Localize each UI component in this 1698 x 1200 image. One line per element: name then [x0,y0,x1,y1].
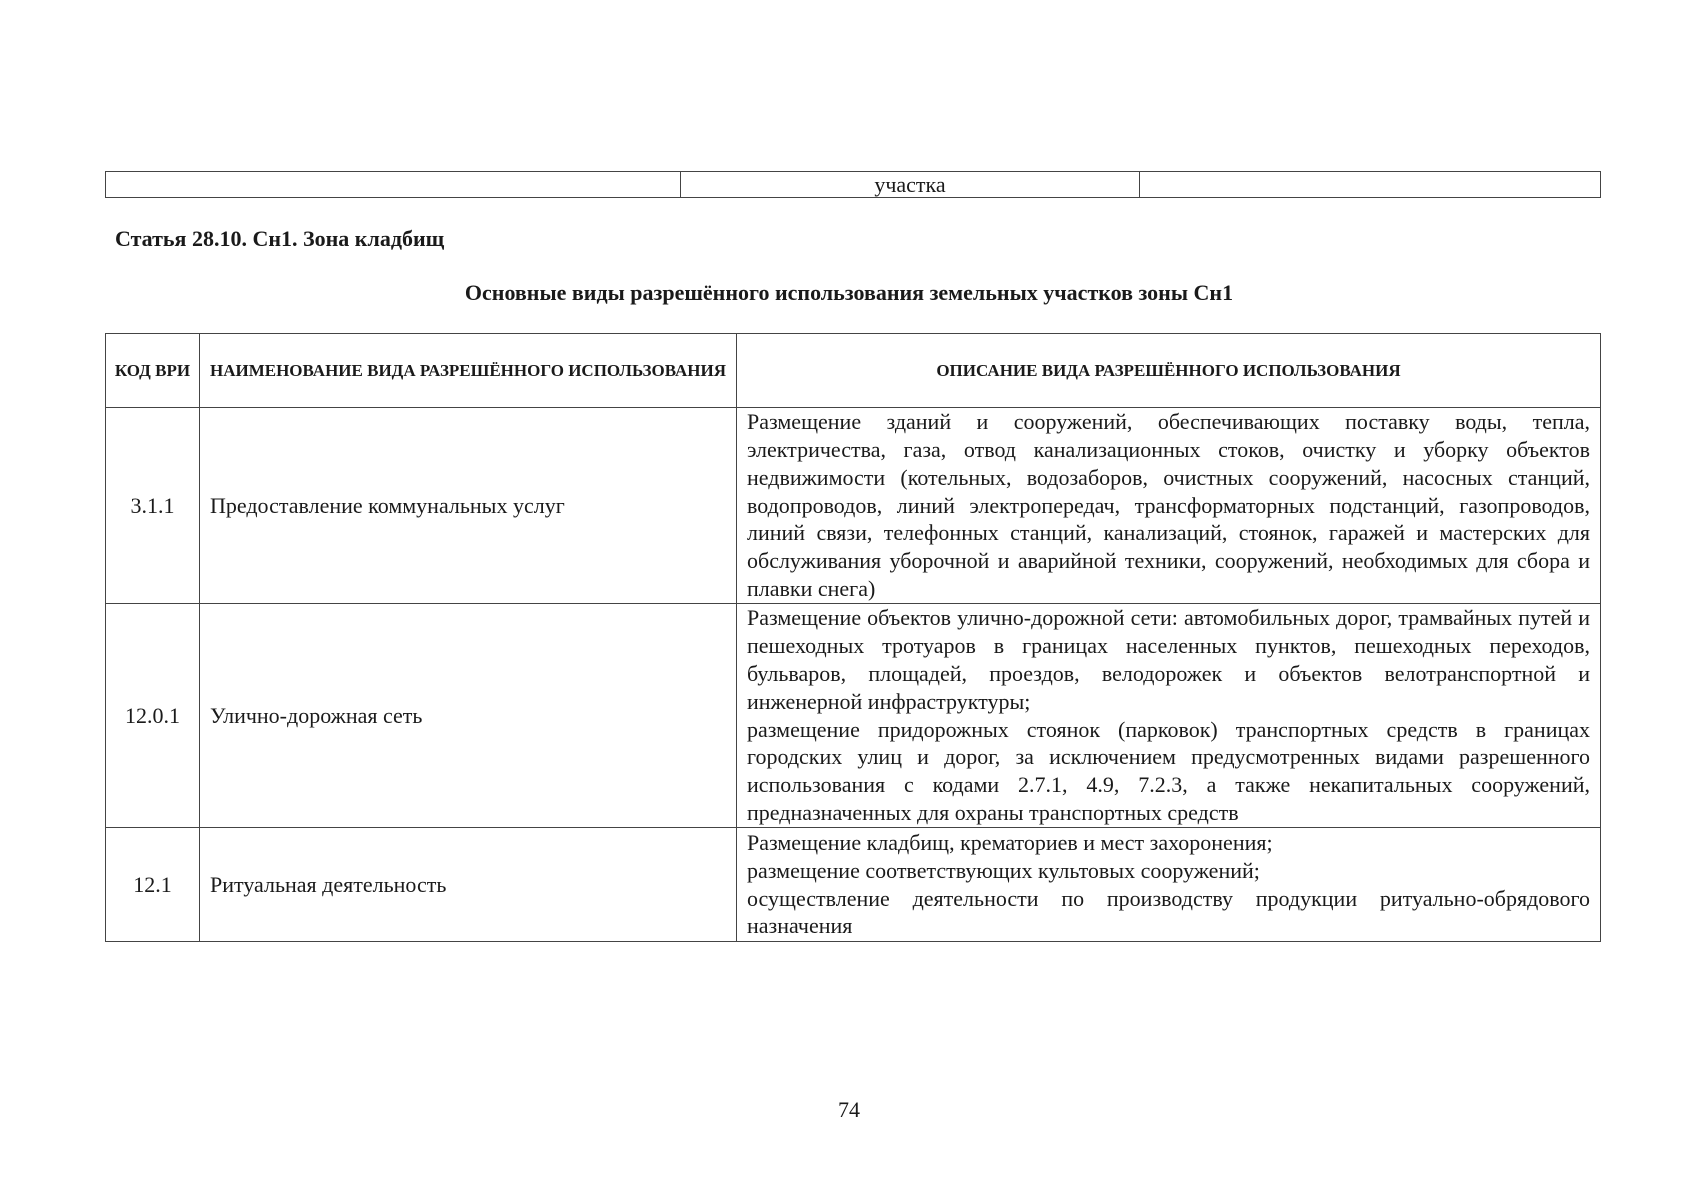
row-name: Ритуальная деятельность [200,828,737,942]
description-line: размещение придорожных стоянок (парковок) транспортных средств в границах городских улиц и дорог, за исключением предусмотренных видами разрешенного использования с кодами 2.7.1, 4.9, 7.2.3, а также некапитальных сооружений, предназначенных для охраны транспортных средств [747,716,1590,825]
row-description [737,604,1601,828]
description-line: Размещение объектов улично-дорожной сети: автомобильных дорог, трамвайных путей и пешеходных тротуаров в границах населенных пунктов, пешеходных переходов, бульваров, площадей, проездов, велодорожек и объектов велотранспортной и инженерной инфраструктуры; [747,605,1590,714]
previous-table-fragment [105,171,1601,198]
header-name: НАИМЕНОВАНИЕ ВИДА РАЗРЕШЁННОГО ИСПОЛЬЗОВАНИЯ [200,334,737,408]
row-code: 12.1 [106,828,200,942]
table-caption: Основные виды разрешённого использования земельных участков зоны Сн1 [464,280,1234,305]
row-name: Улично-дорожная сеть [200,604,737,828]
header-description: ОПИСАНИЕ ВИДА РАЗРЕШЁННОГО ИСПОЛЬЗОВАНИЯ [737,334,1601,408]
table-row [106,828,1601,942]
table-header-row [106,334,1601,408]
table-cell [1140,172,1601,198]
table-row [106,172,1601,198]
table-row [106,408,1601,604]
description-line: Размещение кладбищ, крематориев и мест захоронения; [747,829,1273,855]
description-line: размещение соответствующих культовых сооружений; [747,857,1260,883]
permitted-use-table [105,333,1601,942]
row-name: Предоставление коммунальных услуг [200,408,737,604]
table-row [106,604,1601,828]
table-cell [106,172,681,198]
row-description [737,828,1601,942]
description-line: Размещение зданий и сооружений, обеспечивающих поставку воды, тепла, электричества, газа, отвод канализационных стоков, очистку и уборку объектов недвижимости (котельных, водозаборов, очистных сооружений, насосных станций, водопроводов, линий электропередач, трансформаторных подстанций, газопроводов, линий связи, телефонных станций, канализаций, стоянок, гаражей и мастерских для обслуживания уборочной и аварийной техники, сооружений, необходимых для сбора и плавки снега) [747,409,1590,601]
row-code: 12.0.1 [106,604,200,828]
row-description [737,408,1601,604]
article-heading: Статья 28.10. Сн1. Зона кладбищ [115,226,445,251]
table-cell: участка [681,172,1140,198]
description-line: осуществление деятельности по производству продукции ритуально-обрядового назначения [747,885,1590,939]
header-code: КОД ВРИ [106,334,200,408]
page-number: 74 [838,1097,860,1122]
row-code: 3.1.1 [106,408,200,604]
